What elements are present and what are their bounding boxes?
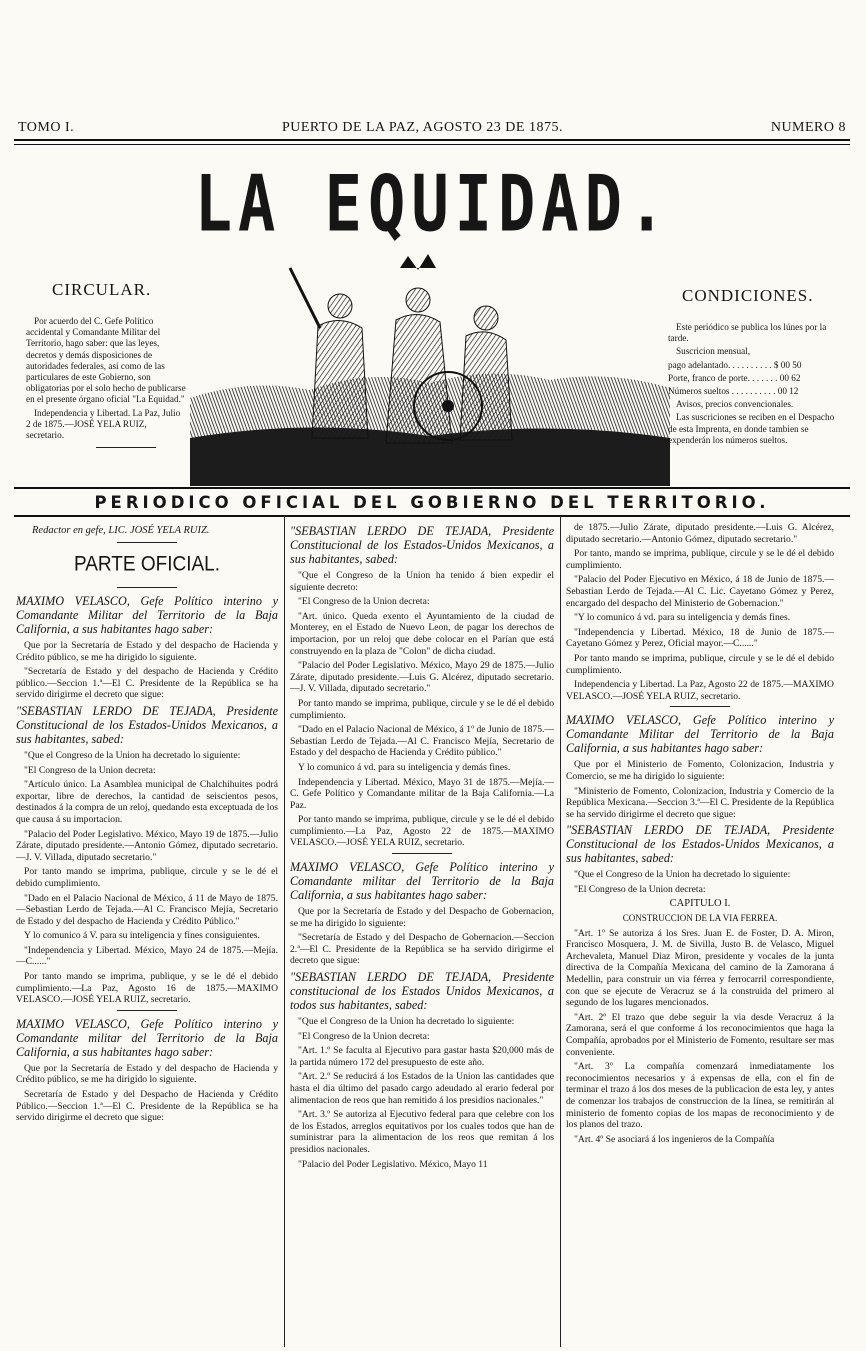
paragraph: "El Congreso de la Union decreta: bbox=[24, 764, 156, 776]
chapter-heading: CAPITULO I. bbox=[669, 898, 731, 910]
paragraph: "Y lo comunico á vd. para su inteligencia y demás fines. bbox=[574, 612, 791, 624]
paragraph: "Secretaría de Estado y del Despacho de Gobernacion.—Seccion 2.ª—El C. Presidente de la República se ha servido dirigirme el decreto que sigue: bbox=[290, 932, 554, 967]
chapter-subheading: CONSTRUCCION DE LA VIA FERREA. bbox=[622, 913, 778, 924]
circular-box bbox=[26, 316, 186, 448]
paragraph: "Independencia y Libertad. México, 18 de Junio de 1875.—Cayetano Gómez y Perez, Oficial mayor.—C......" bbox=[566, 626, 834, 650]
paragraph: "Que el Congreso de la Union ha decretado lo siguiente: bbox=[574, 869, 791, 881]
paragraph: Que por la Secretaría de Estado y del despacho de Hacienda y Crédito público, se me ha dirigido lo siguiente. bbox=[16, 640, 278, 663]
paragraph: "Art. 2.º Se reducirá á los Estados de la Union las cantidades que hasta el dia último del pasado cargo adeudado al erario federal por alimentacion de reos que han remitido á los presidios nacionales." bbox=[290, 1071, 554, 1106]
proclamation-heading: MAXIMO VELASCO, Gefe Político interino y Comandante Militar del Territorio de la Baja California, a sus habitantes hago saber: bbox=[16, 594, 278, 636]
paragraph: Por tanto mando se imprima, publique, circule y se le dé el debido cumplimiento. bbox=[290, 697, 554, 721]
section-heading: PARTE OFICIAL. bbox=[73, 552, 221, 576]
paragraph: Por tanto mando se imprima, publique, circule y se le dé el debido cumplimiento. bbox=[16, 866, 278, 889]
divider bbox=[117, 542, 177, 543]
issue-number: NUMERO 8 bbox=[770, 120, 846, 135]
paragraph: Por tanto mando se imprima, publique, circule y se le dé el debido cumplimiento. bbox=[566, 652, 834, 676]
circular-body: Por acuerdo del C. Gefe Político accidental y Comandante Militar del Territorio, hago saber: que las leyes, decretos y demás disposiciones de autoridades federales, así como de las particulares de este Gobierno, son obligatorias por el solo hecho de publicarse en el presente órgano oficial "La Equidad." bbox=[26, 316, 186, 405]
column-1 bbox=[16, 522, 278, 1347]
condiciones-line: Suscricion mensual, bbox=[676, 346, 750, 357]
paragraph: "Art. 3º La compañía comenzará inmediatamente los reconocimientos necesarios y á expensas de ella, con el fin de terminar el trazo á los dos meses de la publicacion de esta ley, y antes de comenzar los trabajos de construccion de la línea, se remitirán al ministerio de fomento copias de los mapas de reconocimiento y de los planos del trazo. bbox=[566, 1061, 834, 1131]
paragraph: Independencia y Libertad. La Paz, Agosto 22 de 1875.—MAXIMO VELASCO.—JOSÉ YELA RUIZ, secretario. bbox=[566, 679, 834, 702]
condiciones-line: Avisos, precios convencionales. bbox=[676, 399, 794, 410]
paragraph: "El Congreso de la Union decreta: bbox=[574, 883, 706, 895]
paragraph: "Dado en el Palacio Nacional de México, á 1º de Junio de 1875.—Sebastian Lerdo de Tejada.—Al C. Francisco Mejía, Secretario de Estado y del despacho de Hacienda y Crédito público." bbox=[290, 724, 554, 759]
paragraph: "Que el Congreso de la Union ha tenido á bien expedir el siguiente decreto: bbox=[290, 570, 554, 593]
paragraph: "El Congreso de la Union decreta: bbox=[298, 1030, 430, 1042]
masthead-top-line bbox=[18, 114, 846, 136]
paragraph: Que por la Secretaría de Estado y del Despacho de Gobernacion, se me ha dirigido lo siguiente: bbox=[290, 906, 554, 929]
paragraph: Que por la Secretaría de Estado y del despacho de Hacienda y Crédito público, se me ha dirigido lo siguiente. bbox=[16, 1062, 278, 1086]
paragraph: "Art. 3.º Se autoriza al Ejecutivo federal para que celebre con los de los Estados, arreglos equitativos por los cuales todos que han de suministrar para la alimentacion de los reos que remitan á los presidios nacionales. bbox=[290, 1109, 554, 1155]
paragraph: "Dado en el Palacio Nacional de México, á 11 de Mayo de 1875.—Sebastian Lerdo de Tejada.—Al C. Francisco Mejía, Secretario de Estado y del despacho de Hacienda y Crédito Público." bbox=[16, 892, 278, 927]
paragraph: "Que el Congreso de la Union ha decretado lo siguiente: bbox=[24, 749, 241, 761]
figure-right bbox=[460, 306, 512, 440]
column-divider bbox=[284, 515, 285, 1347]
paragraph: "Palacio del Poder Legislativo. México, Mayo 29 de 1875.—Julio Zárate, diputado presidente.—Luis G. Alcérez, diputado secretario.—J. V. Villada, diputado secretario." bbox=[290, 660, 554, 695]
paragraph: Por tanto, mando se imprima, publique, circule y se le dé el debido cumplimiento. bbox=[566, 548, 834, 571]
divider bbox=[670, 706, 730, 707]
paragraph: Por tanto mando se imprima, publique, circule y se le dé el debido cumplimiento.—La Paz, Agosto 22 de 1875.—MAXIMO VELASCO.—JOSÉ YELA RUIZ, secretario. bbox=[290, 814, 554, 849]
paragraph: "Que el Congreso de la Union ha decretado lo siguiente: bbox=[298, 1016, 515, 1028]
paragraph: Independencia y Libertad. México, Mayo 31 de 1875.—Mejía.—C. Gefe Político y Comandante militar de la Baja California.—La Paz. bbox=[290, 776, 554, 811]
condiciones-line: Porte, franco de porte. . . . . . . 00 62 bbox=[668, 372, 801, 383]
column-3 bbox=[566, 522, 834, 1347]
condiciones-line: pago adelantado. . . . . . . . . . $ 00 50 bbox=[668, 359, 802, 370]
condiciones-line: Números sueltos . . . . . . . . . . 00 12 bbox=[668, 386, 799, 397]
editor-line: Redactor en gefe, LIC. JOSÉ YELA RUIZ. bbox=[32, 525, 210, 536]
paragraph: "Art. 1º Se autoriza á los Sres. Juan E. de Foster, D. A. Miron, Francisco Mosquera, J. M. de Sivilla, Justo B. de Velasco, Miguel Archevaleta, Manuel Diaz Miron, presidente y vocales de la junta directiva de la Compañía Mexicana del camino de la Zamorana á Medellin, para construir un via férrea y ferrocarril correspondiente, con que se ejecute de Veracruz se á la construida del primero al segundo de los lugares mencionados. bbox=[566, 927, 834, 1009]
paragraph: "Art. 2º El trazo que debe seguir la via desde Veracruz á la Zamorana, será el que conforme á los reconocimientos que haga la Compañía, aprobados por el Ministerio de Fomento, resultare ser mas conveniente. bbox=[566, 1011, 834, 1058]
newspaper-title: LA EQUIDAD. bbox=[194, 158, 672, 250]
condiciones-intro: Este periódico se publica los lúnes por la tarde. bbox=[668, 322, 827, 344]
decree-heading: "SEBASTIAN LERDO DE TEJADA, Presidente Constitucional de los Estados-Unidos Mexicanos, a sus habitantes, sabed: bbox=[566, 823, 834, 866]
proclamation-heading: MAXIMO VELASCO, Gefe Político interino y Comandante militar del Territorio de la Baja California, a sus habitantes hago saber: bbox=[290, 860, 554, 903]
paragraph: "Independencia y Libertad. México, Mayo 24 de 1875.—Mejía.—C......" bbox=[16, 944, 278, 968]
decree-heading: "SEBASTIAN LERDO DE TEJADA, Presidente Constitucional de los Estados-Unidos Mexicanos, a sus habitantes, sabed: bbox=[290, 524, 554, 566]
paragraph: Secretaría de Estado y del Despacho de Hacienda y Crédito Público.—Seccion 1.ª—El C. Presidente de la República se ha servido dirigirme el decreto que sigue: bbox=[16, 1089, 278, 1124]
paragraph: "El Congreso de la Union decreta: bbox=[298, 596, 430, 608]
paragraph: "Art. 4º Se asociará á los ingenieros de la Compañía bbox=[574, 1133, 775, 1145]
paragraph: "Palacio del Poder Legislativo. México, Mayo 11 bbox=[298, 1158, 488, 1170]
allegorical-engraving bbox=[190, 248, 670, 486]
paragraph: "Artículo único. La Asamblea municipal de Chalchihuites podrá exportar, libre de derechos, la cantidad de seiscientos pesos, destinados á la compra de un reloj, quedando esta exceptuada de los que causa á su importacion. bbox=[16, 779, 278, 825]
condiciones-box bbox=[668, 322, 836, 448]
circular-closing: Independencia y Libertad. La Paz, Julio 2 de 1875.—JOSÉ YELA RUIZ, secretario. bbox=[26, 407, 181, 441]
figure-center bbox=[386, 254, 452, 443]
column-divider bbox=[560, 515, 561, 1347]
paragraph: Que por el Ministerio de Fomento, Colonizacion, Industria y Comercio, se me ha dirigido lo siguiente: bbox=[566, 759, 834, 782]
place-date: PUERTO DE LA PAZ, AGOSTO 23 DE 1875. bbox=[281, 120, 563, 135]
paragraph: "Palacio del Poder Legislativo. México, Mayo 19 de 1875.—Julio Zárate, diputado presidente.—Antonio Gómez, diputado secretario.—J. V. Villada, diputado secretario." bbox=[16, 828, 278, 863]
subtitle-rule-top bbox=[14, 487, 850, 489]
paragraph: "Art. único. Queda exento el Ayuntamiento de la ciudad de Monterey, en el Estado de Nuevo Leon, de pagar los derechos de importacion, por un reloj que debe colocar en el Parían que está construyendo en la plaza de "Colon" de dicha ciudad. bbox=[290, 610, 554, 657]
divider bbox=[392, 853, 452, 854]
paragraph: "Secretaría de Estado y del despacho de Hacienda y Crédito público.—Seccion 1.ª—El C. Presidente de la República se ha servido dirigirme el decreto que sigue: bbox=[16, 666, 278, 701]
decree-heading: "SEBASTIAN LERDO DE TEJADA, Presidente constitucional de los Estados Unidos Mexicanos, a todos sus habitantes, sabed: bbox=[290, 970, 554, 1013]
column-2 bbox=[290, 522, 554, 1347]
paragraph: de 1875.—Julio Zárate, diputado presidente.—Luis G. Alcérez, diputado secretario.—Antonio Gómez, diputado secretario." bbox=[566, 522, 834, 545]
proclamation-heading: MAXIMO VELASCO, Gefe Político interino y Comandante militar del Territorio de la Baja California, a sus habitantes hago saber: bbox=[16, 1016, 278, 1059]
proclamation-heading: MAXIMO VELASCO, Gefe Político interino y Comandante Militar del Territorio de la Baja California, a sus habitantes hago saber: bbox=[566, 713, 834, 756]
divider bbox=[117, 587, 177, 588]
condiciones-closing: Las suscriciones se reciben en el Despacho de esta Imprenta, en donde tambien se expenderán los números sueltos. bbox=[668, 412, 835, 445]
circular-heading: CIRCULAR. bbox=[52, 280, 152, 299]
paragraph: "Palacio del Poder Ejecutivo en México, á 18 de Junio de 1875.—Sebastian Lerdo de Tejada.—Al C. Lic. Cayetano Gómez y Perez, encargado del despacho del Ministerio de Gobernacion." bbox=[566, 574, 834, 609]
paragraph: Y lo comunico á vd. para su inteligencia y demás fines. bbox=[298, 761, 511, 773]
paragraph: Por tanto mando se imprima, publique, y se le dé el debido cumplimiento.—La Paz, Agosto 16 de 1875.—MAXIMO VELASCO.—JOSÉ YELA RUIZ, secretario. bbox=[16, 971, 278, 1006]
decree-heading: "SEBASTIAN LERDO DE TEJADA, Presidente Constitucional de los Estados-Unidos Mexicanos, a sus habitantes, sabed: bbox=[16, 703, 278, 746]
newspaper-subtitle: PERIODICO OFICIAL DEL GOBIERNO DEL TERRITORIO. bbox=[94, 493, 770, 512]
paragraph: "Ministerio de Fomento, Colonizacion, Industria y Comercio de la República Mexicana.—Seccion 3.ª—El C. Presidente de la República se ha servido dirigirme el decreto que sigue: bbox=[566, 785, 834, 820]
volume-label: TOMO I. bbox=[18, 120, 75, 135]
condiciones-heading: CONDICIONES. bbox=[682, 286, 814, 305]
subtitle-rule-bottom bbox=[14, 515, 850, 517]
divider bbox=[117, 1010, 177, 1011]
circular-divider bbox=[96, 447, 156, 448]
masthead-rule-top-thin bbox=[14, 144, 850, 145]
paragraph: "Art. 1.º Se faculta al Ejecutivo para gastar hasta $20,000 más de la partida número 172 del presupuesto de este año. bbox=[290, 1045, 554, 1068]
masthead-rule-top bbox=[14, 139, 850, 141]
paragraph: Y lo comunico á V. para su inteligencia y fines consiguientes. bbox=[24, 930, 260, 942]
